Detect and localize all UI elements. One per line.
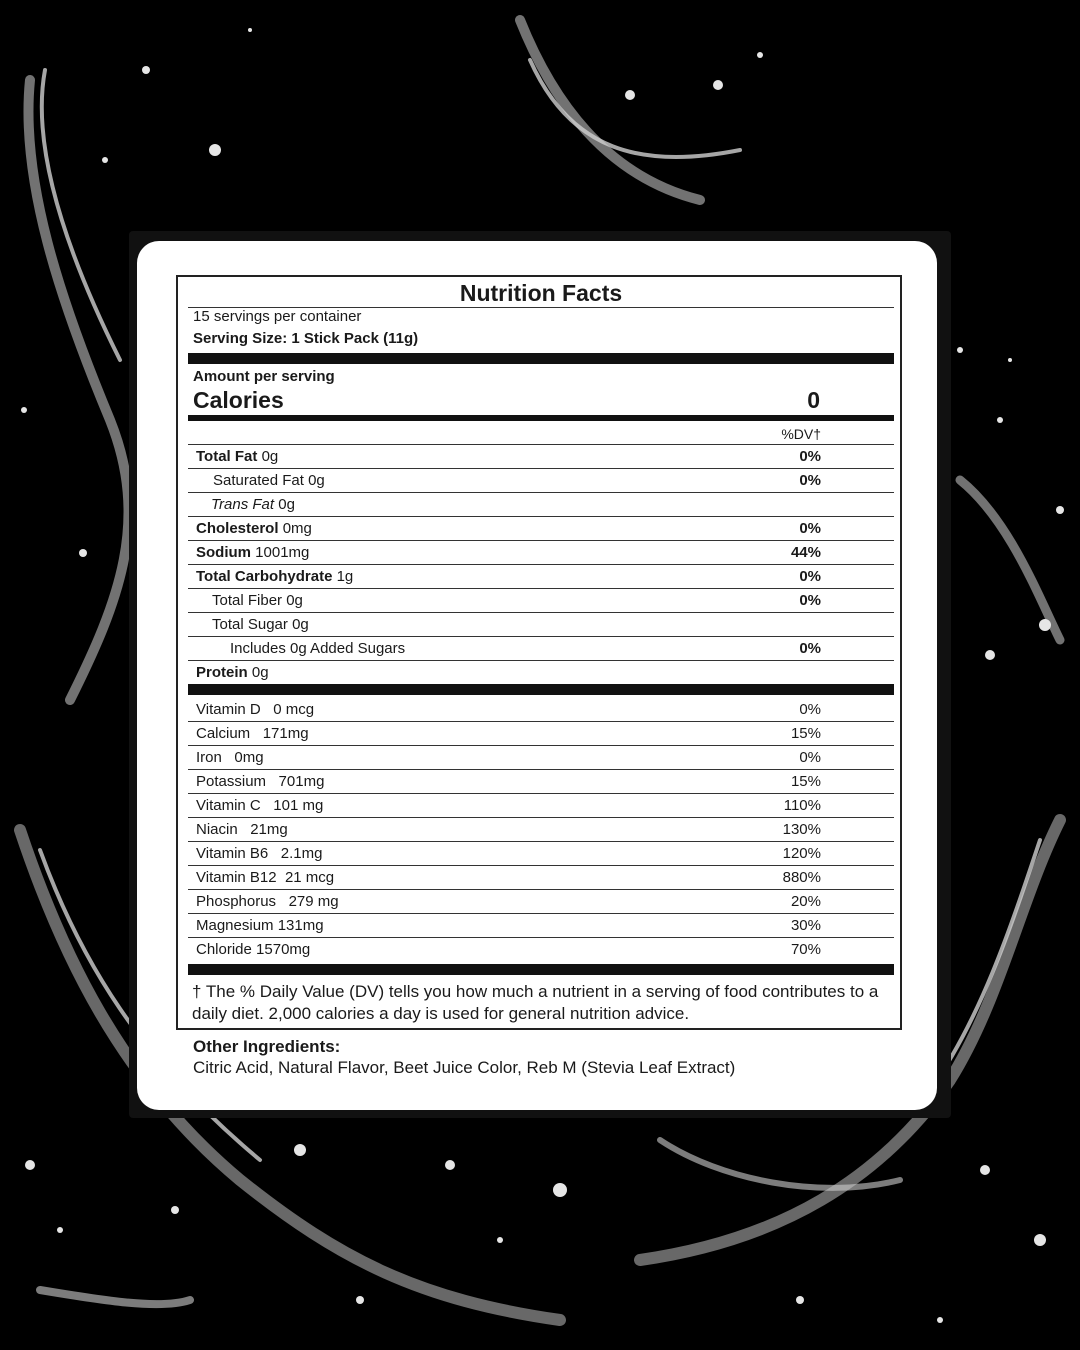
nutrient-dv: 0% <box>799 592 821 609</box>
micronutrient-amount: 2.1mg <box>280 845 323 862</box>
dv-footnote: † The % Daily Value (DV) tells you how much a nutrient in a serving of food contributes to a daily diet. 2,000 calories a day is used for general nutrition advice. <box>192 982 879 1023</box>
calories-label: Calories <box>193 387 284 413</box>
micronutrient-name: Iron <box>196 749 222 766</box>
micronutrient-amount: 0mg <box>234 749 264 766</box>
micronutrient-name: Phosphorus <box>196 893 277 910</box>
micronutrient-amount: 1570mg <box>256 941 311 958</box>
nutrient-name: Total Fat <box>196 448 258 465</box>
micronutrient-row-vitamin-b12 <box>188 866 894 890</box>
nutrient-row-trans-fat <box>188 493 894 517</box>
nutrient-dv: 44% <box>790 544 821 561</box>
micronutrient-dv: 120% <box>782 845 821 862</box>
thick-divider <box>188 964 894 975</box>
nutrient-amount: 0g <box>292 616 309 633</box>
micronutrient-name: Calcium <box>196 725 251 742</box>
micronutrient-name: Niacin <box>196 821 238 838</box>
serving-size: Serving Size: 1 Stick Pack (11g) <box>193 330 419 347</box>
nutrient-row-protein <box>188 661 894 684</box>
micronutrient-dv: 15% <box>790 773 821 790</box>
micronutrient-row-vitamin-c <box>188 794 894 818</box>
nutrition-facts-label <box>176 275 902 1030</box>
micronutrient-row-potassium <box>188 770 894 794</box>
micronutrient-amount: 21mg <box>250 821 288 838</box>
micronutrient-amount: 101 mg <box>273 797 324 814</box>
nutrient-amount: 0mg <box>282 520 312 537</box>
micronutrient-name: Chloride <box>196 941 252 958</box>
micronutrient-name: Magnesium <box>196 917 274 934</box>
nutrient-name: Total Fiber <box>212 592 283 609</box>
micronutrient-dv: 70% <box>790 941 821 958</box>
nutrient-amount: 0g <box>278 496 295 513</box>
nutrient-row-cholesterol <box>188 517 894 541</box>
label-title: Nutrition Facts <box>188 279 894 308</box>
micronutrient-name: Vitamin B12 <box>196 869 277 886</box>
micronutrient-amount: 171mg <box>262 725 309 742</box>
servings-per-container: 15 servings per container <box>193 308 362 325</box>
micronutrient-name: Vitamin B6 <box>196 845 269 862</box>
micronutrient-row-niacin <box>188 818 894 842</box>
micronutrient-amount: 0 mcg <box>273 701 315 718</box>
nutrient-row-total-carbohydrate <box>188 565 894 589</box>
nutrient-dv: 0% <box>799 472 821 489</box>
calories-value: 0 <box>807 387 820 413</box>
micronutrient-amount: 701mg <box>278 773 325 790</box>
micronutrient-dv: 880% <box>782 869 821 886</box>
nutrient-dv: 0% <box>799 640 821 657</box>
dv-header: %DV† <box>781 426 821 442</box>
micronutrient-dv: 30% <box>790 917 821 934</box>
nutrient-amount: 1g <box>336 568 354 585</box>
nutrient-row-total-fiber <box>188 589 894 613</box>
micronutrient-dv: 0% <box>799 749 821 766</box>
nutrient-name: Protein <box>196 664 248 681</box>
nutrient-amount: 0g <box>251 664 269 681</box>
nutrient-name: Trans Fat <box>211 496 275 513</box>
micronutrient-row-iron <box>188 746 894 770</box>
nutrient-name: Saturated Fat <box>213 472 304 489</box>
micronutrient-row-chloride <box>188 938 894 961</box>
micronutrient-name: Potassium <box>196 773 267 790</box>
nutrient-name: Cholesterol <box>196 520 279 537</box>
micronutrient-amount: 131mg <box>277 917 324 934</box>
micronutrient-dv: 110% <box>783 797 821 814</box>
micronutrient-row-calcium <box>188 722 894 746</box>
micronutrient-amount: 21 mcg <box>284 869 335 886</box>
nutrient-dv: 0% <box>799 448 821 465</box>
micronutrient-amount: 279 mg <box>288 893 339 910</box>
nutrient-dv: 0% <box>799 520 821 537</box>
micronutrient-dv: 130% <box>782 821 821 838</box>
nutrient-row-sodium <box>188 541 894 565</box>
micronutrient-name: Vitamin C <box>196 797 261 814</box>
nutrient-name: Includes 0g Added Sugars <box>230 640 406 657</box>
nutrient-amount: 0g <box>261 448 279 465</box>
nutrient-row-added-sugars <box>188 637 894 661</box>
thick-divider <box>188 353 894 364</box>
other-ingredients-text: Citric Acid, Natural Flavor, Beet Juice Color, Reb M (Stevia Leaf Extract) <box>193 1058 736 1077</box>
micronutrient-row-vitamin-b6 <box>188 842 894 866</box>
amount-per-serving: Amount per serving <box>193 368 335 385</box>
nutrient-row-total-fat <box>188 445 894 469</box>
nutrient-row-total-sugar <box>188 613 894 637</box>
nutrient-amount: 0g <box>286 592 303 609</box>
other-ingredients-title: Other Ingredients: <box>193 1037 341 1056</box>
micronutrient-row-vitamin-d <box>188 698 894 722</box>
nutrient-dv: 0% <box>799 568 821 585</box>
thick-divider <box>188 684 894 695</box>
nutrient-name: Total Carbohydrate <box>196 568 333 585</box>
nutrient-name: Sodium <box>196 544 251 561</box>
micronutrient-dv: 20% <box>790 893 821 910</box>
nutrient-row-saturated-fat <box>188 469 894 493</box>
nutrient-amount: 0g <box>308 472 325 489</box>
micronutrient-dv: 15% <box>790 725 821 742</box>
nutrient-amount: 1001mg <box>255 544 310 561</box>
dv-header-row <box>188 423 894 445</box>
micronutrient-row-phosphorus <box>188 890 894 914</box>
nutrient-name: Total Sugar <box>212 616 288 633</box>
micronutrient-row-magnesium <box>188 914 894 938</box>
medium-divider <box>188 415 894 421</box>
micronutrient-dv: 0% <box>799 701 821 718</box>
micronutrient-name: Vitamin D <box>196 701 261 718</box>
